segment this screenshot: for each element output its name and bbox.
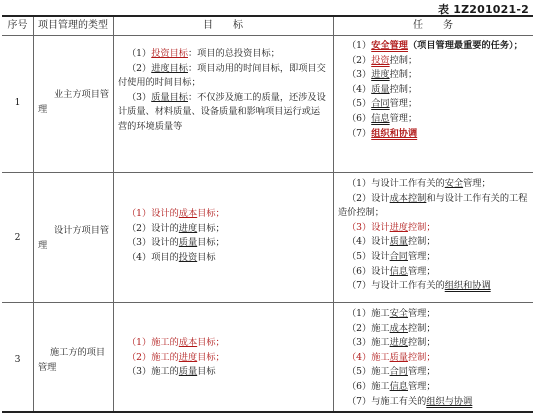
column-divider <box>333 17 334 411</box>
management-type-table <box>2 15 533 413</box>
row-divider <box>2 302 533 303</box>
goal-item: （2）施工的进度目标； <box>127 351 225 363</box>
goal-item: （1）施工的成本目标； <box>127 337 225 348</box>
task-item: （1）与设计工作有关的安全管理； <box>347 178 491 189</box>
task-item: （2）投资控制； <box>347 54 418 66</box>
header-no: 序号 <box>7 20 28 31</box>
task-item: （1）施工安全管理； <box>347 308 436 319</box>
goal-list <box>118 207 328 265</box>
task-item: （4）施工质量控制； <box>347 351 436 363</box>
row-type: 施工方的项目管理 <box>38 347 106 373</box>
task-list <box>338 39 528 141</box>
task-item: （3）设计进度控制； <box>347 221 436 233</box>
row-number: 3 <box>14 354 21 365</box>
task-item: （6）信息管理； <box>347 112 418 124</box>
column-divider <box>113 17 114 411</box>
goal-item: （1）投资目标：项目的总投资目标； <box>127 48 280 59</box>
goal-item: （3）质量目标：不仅涉及施工的质量，还涉及设计质量、材料质量、设备质量和影响项目运行或运营的环境质量等 <box>118 91 326 132</box>
task-item: （5）施工合同管理； <box>347 366 436 378</box>
goal-item: （2）进度目标：项目动用的时间目标，即项目交付使用的时间目标； <box>118 62 326 89</box>
goal-list <box>118 336 328 380</box>
column-divider <box>33 17 34 411</box>
task-item: （7）与设计工作有关的组织和协调 <box>347 280 491 292</box>
goal-item: （4）项目的投资目标 <box>127 251 216 263</box>
task-list <box>338 177 528 294</box>
goal-item: （3）设计的质量目标； <box>127 237 225 249</box>
task-item: （2）施工成本控制； <box>347 322 436 334</box>
row-divider <box>2 172 533 173</box>
task-item: （6）施工信息管理； <box>347 380 436 392</box>
row-type: 设计方项目管理 <box>38 225 110 251</box>
header-task: 任 务 <box>413 20 453 31</box>
task-item: （3）施工进度控制； <box>347 337 436 349</box>
task-item: （1）安全管理（项目管理最重要的任务）； <box>347 40 523 51</box>
header-type: 项目管理的类型 <box>38 20 108 31</box>
task-item: （3）进度控制； <box>347 69 418 81</box>
task-item: （7）与施工有关的组织与协调 <box>347 395 473 407</box>
task-item: （5）设计合同管理； <box>347 250 436 262</box>
goal-list <box>118 47 328 135</box>
task-item: （5）合同管理； <box>347 98 418 110</box>
goal-item: （2）设计的进度目标； <box>127 222 225 234</box>
row-number: 2 <box>14 232 21 243</box>
goal-item: （3）施工的质量目标 <box>127 366 216 378</box>
row-type: 业主方项目管理 <box>38 89 110 115</box>
task-item: （7）组织和协调 <box>347 127 418 139</box>
task-item: （4）设计质量控制； <box>347 236 436 248</box>
header-divider <box>2 35 533 36</box>
header-goal: 目 标 <box>203 20 243 31</box>
row-number: 1 <box>14 97 21 108</box>
table-caption: 表 1Z201021-2 <box>437 3 529 16</box>
task-item: （6）设计信息管理； <box>347 265 436 277</box>
task-list <box>338 307 528 409</box>
goal-item: （1）设计的成本目标； <box>127 208 225 219</box>
task-item: （4）质量控制； <box>347 83 418 95</box>
task-item: （2）设计成本控制和与设计工作有关的工程造价控制； <box>338 192 528 219</box>
